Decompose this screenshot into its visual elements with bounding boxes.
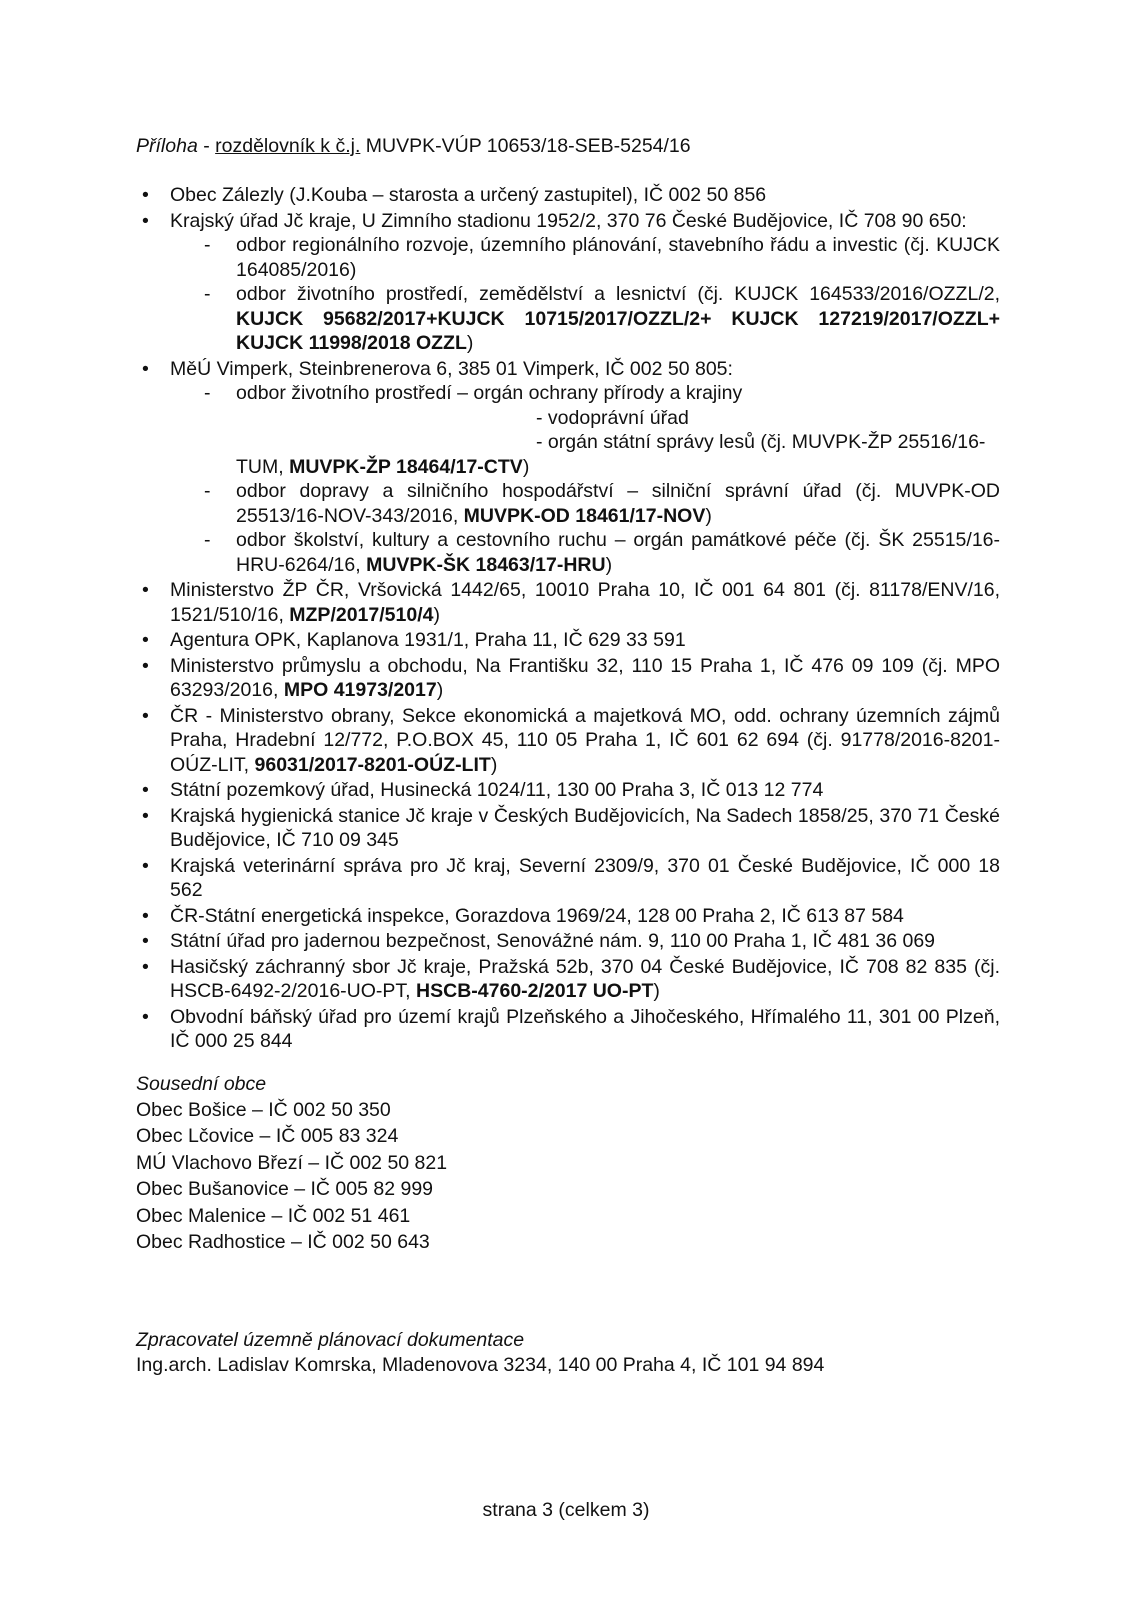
bullet-icon: •: [142, 779, 149, 801]
bullet-icon: •: [142, 209, 149, 232]
sub-list-item: - odbor dopravy a silničního hospodářství – silniční správní úřad (čj. MUVPK-OD 25513/16-NOV-343/2016, MUVPK-OD 18461/17-NOV): [204, 480, 1000, 527]
list-item: • Ministerstvo ŽP ČR, Vršovická 1442/65, 10010 Praha 10, IČ 001 64 801 (čj. 81178/ENV/16, 1521/510/16, MZP/2017/510/4): [142, 579, 1000, 626]
list-item: • Ministerstvo průmyslu a obchodu, Na Františku 32, 110 15 Praha 1, IČ 476 09 109 (čj. MPO 63293/2016, MPO 41973/2017): [142, 654, 1000, 701]
dash-icon: -: [204, 382, 211, 404]
header-prefix: Příloha: [136, 135, 198, 157]
list-item: • Krajský úřad Jč kraje, U Zimního stadionu 1952/2, 370 76 České Budějovice, IČ 708 90 650: - odbor regionálního rozvoje, územního plánování, stavebního řádu a investic (čj. KUJCK 164085/2016) - odbor životního prostředí, zemědělství a lesnictví (čj. KUJCK 164533/2016/OZZL/2, KUJCK 95682/2017+KUJCK 10715/2017/OZZL/2+ KUJCK 127219/2017/OZZL+ KUJCK 11998/2018 OZZL): [142, 209, 1000, 354]
dash-icon: -: [204, 283, 211, 305]
bullet-icon: •: [142, 184, 149, 206]
list-item: • Krajská hygienická stanice Jč kraje v Českých Budějovicích, Na Sadech 1858/25, 370 71 České Budějovice, IČ 710 09 345: [142, 804, 1000, 851]
neighbor-row: MÚ Vlachovo Březí – IČ 002 50 821: [136, 1151, 448, 1174]
neighbors-section: [136, 1072, 1036, 1256]
neighbors-title: Sousední obce: [136, 1073, 267, 1095]
processor-section: [136, 1328, 1036, 1377]
bullet-icon: •: [142, 955, 149, 978]
list-item: • Obec Zálezly (J.Kouba – starosta a určený zastupitel), IČ 002 50 856: [142, 184, 767, 206]
list-item: • ČR-Státní energetická inspekce, Gorazdova 1969/24, 128 00 Praha 2, IČ 613 87 584: [142, 904, 904, 927]
distribution-list: [136, 183, 1000, 1055]
list-item: • MěÚ Vimperk, Steinbrenerova 6, 385 01 Vimperk, IČ 002 50 805: - odbor životního prostředí – orgán ochrany přírody a krajiny - vodoprávní úřad - orgán státní správy lesů (čj. MUVPK-ŽP 25516/16- TUM, MUVPK-ŽP 18464/17-CTV) - odbor dopravy a silničního hospodářství – silniční správní úřad (čj. MUVPK-OD 25513/16-NOV-343/2016, MUVPK-OD 18461/17-NOV) - odbor školství, kultury a cestovního ruchu – orgán památkové péče (čj. ŠK 25515/16-HRU-6264/16, MUVPK-ŠK 18463/17-HRU): [142, 357, 1000, 576]
bullet-icon: •: [142, 904, 149, 927]
dash-icon: -: [204, 480, 211, 502]
bullet-icon: •: [142, 854, 149, 877]
bullet-icon: •: [142, 704, 149, 727]
dash-icon: -: [204, 234, 211, 256]
header-separator: -: [197, 135, 216, 157]
neighbor-row: Obec Bušanovice – IČ 005 82 999: [136, 1178, 434, 1200]
page-footer: strana 3 (celkem 3): [482, 1499, 650, 1521]
list-item: • ČR - Ministerstvo obrany, Sekce ekonomická a majetková MO, odd. ochrany územních zájmů Praha, Hradební 12/772, P.O.BOX 45, 110 05 Praha 1, IČ 601 62 694 (čj. 91778/2016-8201-OÚZ-LIT, 96031/2017-8201-OÚZ-LIT): [142, 704, 1000, 776]
dash-icon: -: [204, 529, 211, 551]
list-item: • Obvodní báňský úřad pro území krajů Plzeňského a Jihočeského, Hřímalého 11, 301 00 Plzeň, IČ 000 25 844: [142, 1005, 1000, 1052]
sub-list: [170, 381, 1000, 577]
neighbor-row: Obec Radhostice – IČ 002 50 643: [136, 1231, 430, 1253]
bullet-icon: •: [142, 930, 149, 952]
continuation-line: - orgán státní správy lesů (čj. MUVPK-ŽP 25516/16-: [536, 431, 986, 453]
sub-list-item: - odbor školství, kultury a cestovního ruchu – orgán památkové péče (čj. ŠK 25515/16-HRU-6264/16, MUVPK-ŠK 18463/17-HRU): [204, 529, 1000, 576]
processor-title: Zpracovatel územně plánovací dokumentace: [136, 1329, 525, 1351]
bullet-icon: •: [142, 629, 149, 651]
list-item: • Státní pozemkový úřad, Husinecká 1024/11, 130 00 Praha 3, IČ 013 12 774: [142, 779, 824, 801]
sub-list: [170, 233, 1000, 356]
bullet-icon: •: [142, 357, 149, 380]
list-item: • Státní úřad pro jadernou bezpečnost, Senovážné nám. 9, 110 00 Praha 1, IČ 481 36 069: [142, 930, 936, 952]
bullet-icon: •: [142, 579, 149, 601]
list-item: • Hasičský záchranný sbor Jč kraje, Pražská 52b, 370 04 České Budějovice, IČ 708 82 835 (čj. HSCB-6492-2/2016-UO-PT, HSCB-4760-2/2017 UO-PT): [142, 955, 1000, 1002]
header-reference: MUVPK-VÚP 10653/18-SEB-5254/16: [360, 135, 691, 157]
processor-text: Ing.arch. Ladislav Komrska, Mladenovova 3234, 140 00 Praha 4, IČ 101 94 894: [136, 1353, 825, 1376]
list-item: • Krajská veterinární správa pro Jč kraj, Severní 2309/9, 370 01 České Budějovice, IČ 000 18 562: [142, 854, 1000, 901]
sub-list-item: - odbor regionálního rozvoje, územního plánování, stavebního řádu a investic (čj. KUJCK 164085/2016): [204, 234, 1000, 281]
attachment-header: [136, 134, 1036, 159]
sub-list-item: - odbor životního prostředí, zemědělství a lesnictví (čj. KUJCK 164533/2016/OZZL/2, KUJCK 95682/2017+KUJCK 10715/2017/OZZL/2+ KUJCK 127219/2017/OZZL+ KUJCK 11998/2018 OZZL): [204, 283, 1000, 354]
header-link[interactable]: rozdělovník k č.j.: [215, 135, 361, 157]
bullet-icon: •: [142, 1005, 149, 1028]
neighbor-row: Obec Malenice – IČ 002 51 461: [136, 1204, 411, 1227]
neighbor-row: Obec Lčovice – IČ 005 83 324: [136, 1125, 399, 1147]
bullet-icon: •: [142, 804, 149, 827]
continuation-line: TUM, MUVPK-ŽP 18464/17-CTV): [236, 455, 530, 478]
neighbor-row: Obec Bošice – IČ 002 50 350: [136, 1098, 391, 1121]
continuation-line: - vodoprávní úřad: [536, 406, 689, 429]
bullet-icon: •: [142, 654, 149, 677]
sub-list-item: - odbor životního prostředí – orgán ochrany přírody a krajiny - vodoprávní úřad - orgán státní správy lesů (čj. MUVPK-ŽP 25516/16- TUM, MUVPK-ŽP 18464/17-CTV): [170, 381, 1000, 479]
list-item: • Agentura OPK, Kaplanova 1931/1, Praha 11, IČ 629 33 591: [142, 629, 686, 651]
